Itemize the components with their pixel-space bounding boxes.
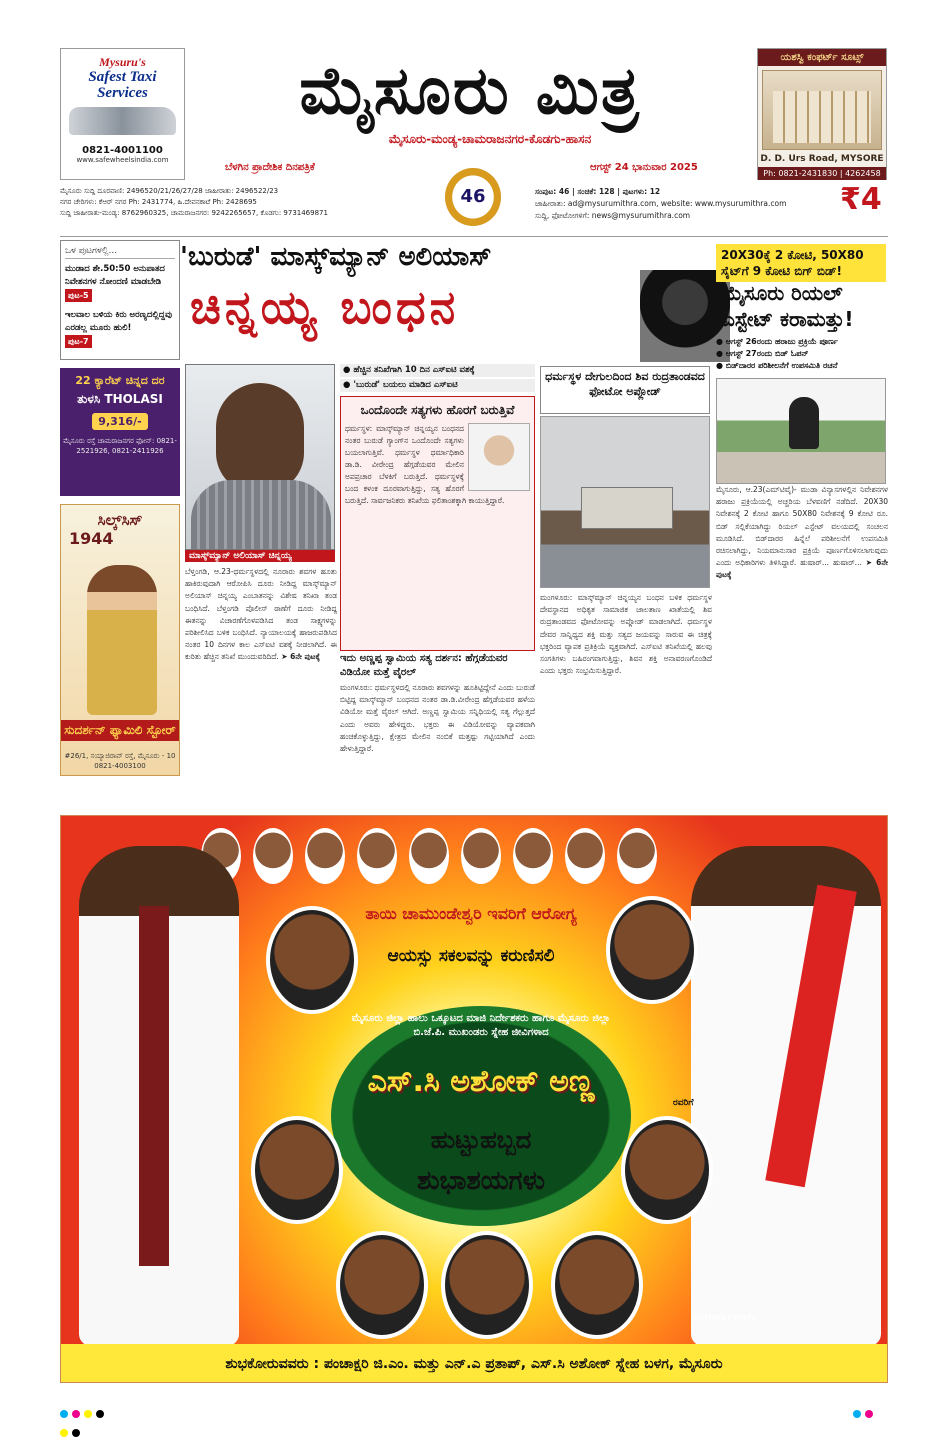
statue-photo xyxy=(716,378,886,484)
man-in-white-right xyxy=(691,846,881,1346)
taxi-ad-line2: Safest Taxi xyxy=(88,69,157,85)
gold-rate-tag: 9,316/- xyxy=(92,413,147,430)
lead-bullets xyxy=(340,364,535,394)
issue-info: ಸಂಪುಟ: 46 | ಸಂಚಿಕೆ: 128 | ಪುಟಗಳು: 12 xyxy=(535,187,661,196)
news-email-line: ಸುದ್ದಿ, ಫೋಟೋಗಳಿಗೆ: news@mysurumithra.com xyxy=(535,211,691,220)
inside-item[interactable] xyxy=(65,309,175,349)
lead-body: ಬೆಳ್ತಂಗಡಿ, ಆ.23-ಧರ್ಮಸ್ಥಳದಲ್ಲಿ ನೂರಾರು ಶವಗಳ ಹೂತು ಹಾಕಿರುವುದಾಗಿ ಆರೋಪಿಸಿ ದೂರು ನೀಡಿದ್ದ ಮಾಸ್ಕ್‌ಮ್ಯಾನ್ ಅಲಿಯಾಸ್ ಚಿನ್ನಯ್ಯ ಎಂಬಾತನನ್ನು ವಿಶೇಷ ತನಿಖಾ ತಂಡ ಬಂಧಿಸಿದೆ. ಬೆಳ್ತಂಗಡಿ ಪೊಲೀಸ್ ಠಾಣೆಗೆ ದೂರು ನೀಡಿದ್ದ ಈತನನ್ನು ವಿಚಾರಣೆಗೊಳಪಡಿಸಿದ ತಂಡ ಸಾಕ್ಷ್ಯಗಳನ್ನು ಪರಿಶೀಲಿಸಿದ ಬಳಿಕ ಬಂಧಿಸಿದೆ. ನ್ಯಾಯಾಲಯಕ್ಕೆ ಹಾಜರುಪಡಿಸಿದ ನಂತರ 10 ದಿನಗಳ ಕಾಲ ಎಸ್‌ಐಟಿ ವಶಕ್ಕೆ ನೀಡಲಾಗಿದೆ. ಈ ಕುರಿತು ಹೆಚ್ಚಿನ ತನಿಖೆ ಮುಂದುವರಿದಿದೆ. ➤ 6ನೇ ಪುಟಕ್ಕೆ xyxy=(185,567,337,662)
anniversary-number: 46 xyxy=(460,186,486,207)
inside-item-page: ಪುಟ-7 xyxy=(65,335,92,348)
saree-model-image xyxy=(87,565,157,715)
realestate-bullet: ● ಬಿಡ್‌ದಾರರ ಪರಿಶೀಲನೆಗೆ ಉಪಸಮಿತಿ ರಚನೆ xyxy=(716,361,838,370)
taxi-ad-phone: 0821-4001100 xyxy=(82,145,163,156)
inside-item-text: ಇಲವಾಲ ಬಳಿಯ ಕಿರು ಅರಣ್ಯದಲ್ಲಿದ್ದವು ಎರಡಲ್ಲ ಮೂರು ಹುಲಿ! xyxy=(65,310,172,333)
contact-info-right xyxy=(535,186,825,222)
gold-ad-brand: ತುಳಸಿ THOLASI xyxy=(77,392,163,406)
contact-info-left xyxy=(60,186,435,219)
printer-logo: VISMAYA PRINTS xyxy=(691,1314,757,1322)
ad-designation: ಮೈಸೂರು ಜಿಲ್ಲಾ ಹಾಲು ಒಕ್ಕೂಟದ ಮಾಜಿ ನಿರ್ದೇಶಕರು ಹಾಗೂ ಮೈಸೂರು ಜಿಲ್ಲಾ ಬಿ.ಜೆ.ಪಿ. ಮುಖಂಡರು ಸ್ನೇಹ ಜೀವಿಗಳಾದ xyxy=(351,1013,611,1038)
portrait-face xyxy=(606,896,698,1004)
temple-story-body: ಮಂಗಳೂರು: ಮಾಸ್ಕ್‌ಮ್ಯಾನ್ ಚಿನ್ನಯ್ಯನ ಬಂಧನ ಬಳಿಕ ಧರ್ಮಸ್ಥಳ ದೇವಸ್ಥಾನದ ಅಧಿಕೃತ ಸಾಮಾಜಿಕ ಜಾಲತಾಣ ಖಾತೆಯಲ್ಲಿ ಶಿವ ರುದ್ರತಾಂಡವದ ಫೋಟೋವನ್ನು ಅಪ್ಲೋಡ್ ಮಾಡಲಾಗಿದೆ. ಧರ್ಮಸ್ಥಳ ದೇವರ ಸಾನ್ನಿಧ್ಯದ ಶಕ್ತಿ ಮತ್ತು ಸತ್ಯದ ಜಯವನ್ನು ಸಾರುವ ಈ ಚಿತ್ರಕ್ಕೆ ಭಕ್ತರಿಂದ ವ್ಯಾಪಕ ಪ್ರತಿಕ್ರಿಯೆ ವ್ಯಕ್ತವಾಗಿದೆ. ಎಸ್‌ಐಟಿ ತನಿಖೆಯಲ್ಲಿ ಹಲವು ಸಂಗತಿಗಳು ಬಹಿರಂಗವಾಗುತ್ತಿದ್ದು, ಶಿವನ ಶಕ್ತಿ ಅನಾವರಣಗೊಂಡಿದೆ ಎಂದು ಭಕ್ತರು ಸಂಭ್ರಮಿಸುತ್ತಿದ್ದಾರೆ. xyxy=(540,593,712,676)
lead-bullet: ● 'ಬುರುಡೆ' ಬಯಲು ಮಾಡಿದ ಎಸ್‌ಐಟಿ xyxy=(340,379,535,392)
lead-headline[interactable]: ಚಿನ್ನಯ್ಯ ಬಂಧನ xyxy=(190,280,460,334)
realestate-body: ಮೈಸೂರು, ಆ.23(ಎಮ್‌ಟಿವೈ)- ಮುಡಾ ವಿನ್ಯಾಸಗಳಲ್ಲಿನ ನಿವೇಶನಗಳ ಹರಾಜು ಪ್ರಕ್ರಿಯೆಯಲ್ಲಿ ಅಚ್ಚರಿಯ ಬೆಳವಣಿಗೆ ನಡೆದಿದೆ. 20X30 ನಿವೇಶನಕ್ಕೆ 2 ಕೋಟಿ ಹಾಗೂ 50X80 ನಿವೇಶನಕ್ಕೆ 9 ಕೋಟಿ ರೂ. ಬಿಡ್ ಸಲ್ಲಿಕೆಯಾಗಿದ್ದು ರಿಯಲ್ ಎಸ್ಟೇಟ್ ವಲಯದಲ್ಲಿ ಸಂಚಲನ ಮೂಡಿಸಿದೆ. ಬಿಡ್‌ದಾರರ ಹಿನ್ನೆಲೆ ಪರಿಶೀಲನೆಗೆ ಉಪಸಮಿತಿ ರಚಿಸಲಾಗಿದ್ದು, ನಿಯಮಾನುಸಾರ ಪ್ರಕ್ರಿಯೆ ಪೂರ್ಣಗೊಳಿಸಲಾಗುವುದು ಎಂದು ಅಧಿಕಾರಿಗಳು ತಿಳಿಸಿದ್ದಾರೆ. ಹುಷಾರ್... ಹುಷಾರ್... ➤ 6ನೇ ಪುಟಕ್ಕೆ xyxy=(716,485,888,580)
silk-ad-title: ಸಿಲ್ಕ್‌ಸಿಸ್ xyxy=(97,511,143,529)
continued-link[interactable]: ➤ 6ನೇ ಪುಟಕ್ಕೆ xyxy=(716,558,888,580)
gold-rate-advert[interactable] xyxy=(60,368,180,496)
masthead-divider xyxy=(60,236,888,237)
news-contacts-line: ಸುದ್ದಿ ಜಾಹೀರಾತು-ಮಂಡ್ಯ: 8762960325, ಚಾಮರಾಜನಗರ: 9242265657, ಕೊಡಗು: 9731469871 xyxy=(60,209,328,217)
masthead-tagline: ಬೆಳಗಿನ ಪ್ರಾದೇಶಿಕ ದಿನಪತ್ರಿಕೆ xyxy=(225,162,315,173)
silk-ad-year: 1944 xyxy=(69,529,114,548)
temple-photo xyxy=(540,416,710,588)
taxi-ad-line1: Mysuru's xyxy=(99,55,146,69)
registration-marks xyxy=(60,1403,888,1413)
hotel-advert[interactable] xyxy=(757,48,887,180)
truth-box-title[interactable]: ಒಂದೊಂದೇ ಸತ್ಯಗಳು ಹೊರಗೆ ಬರುತ್ತಿವೆ xyxy=(360,403,515,417)
realestate-kicker: 20X30ಕ್ಕೆ 2 ಕೋಟಿ, 50X80 ಸೈಟ್‌ಗೆ 9 ಕೋಟಿ ಬಿಗ್ ಬಿಡ್! xyxy=(716,244,886,282)
lead-bullet: ● ಹೆಚ್ಚಿನ ತನಿಖೆಗಾಗಿ 10 ದಿನ ಎಸ್‌ಐಟಿ ವಶಕ್ಕೆ xyxy=(340,364,535,377)
birthday-advert[interactable] xyxy=(60,815,888,1383)
inside-item-page: ಪುಟ-5 xyxy=(65,289,92,302)
temple-story-title[interactable]: ಧರ್ಮಸ್ಥಳ ದೇಗುಲದಿಂದ ಶಿವ ರುದ್ರತಾಂಡವದ ಫೋಟೋ ಅಪ್ಲೋಡ್ xyxy=(540,366,710,414)
email-line: ಜಾಹೀರಾತು: ad@mysurumithra.com, website: www.mysurumithra.com xyxy=(535,199,787,208)
hotel-ad-name: ಯಶಸ್ವಿ ಕಂಫರ್ಟ್ ಸೂಟ್ಸ್ xyxy=(758,49,886,66)
leaders-row xyxy=(201,828,681,898)
ad-wish-line2: ಶುಭಾಶಯಗಳು xyxy=(417,1166,545,1196)
ad-honoree-name: ಎಸ್.ಸಿ ಅಶೋಕ್ ಅಣ್ಣ xyxy=(367,1064,595,1099)
masthead-subtitle: ಮೈಸೂರು-ಮಂಡ್ಯ-ಚಾಮರಾಜನಗರ-ಕೊಡಗು-ಹಾಸನ xyxy=(388,132,592,146)
truth-box xyxy=(340,396,535,651)
realestate-bullets xyxy=(716,336,886,372)
inside-pages-box xyxy=(60,240,180,360)
ad-blessing-line1: ತಾಯಿ ಚಾಮುಂಡೇಶ್ವರಿ ಇವರಿಗೆ ಆರೋಗ್ಯ xyxy=(365,904,577,923)
cover-price: ₹4 xyxy=(840,182,882,217)
portrait-face xyxy=(266,906,358,1014)
inside-item[interactable] xyxy=(65,263,175,303)
portrait-face xyxy=(251,1116,343,1224)
heggade-photo xyxy=(468,423,530,491)
car-icon xyxy=(69,107,176,135)
taxi-ad-website: www.safewheelsindia.com xyxy=(76,156,169,164)
hotel-building-image xyxy=(762,70,882,150)
hotel-ad-phone: Ph: 0821-2431830 | 4262458 xyxy=(758,167,886,180)
gold-ad-title: 22 ಕ್ಯಾರೆಟ್ ಚಿನ್ನದ ದರ xyxy=(75,374,165,387)
video-story-body: ಮಂಗಳೂರು: ಧರ್ಮಸ್ಥಳದಲ್ಲಿ ನೂರಾರು ಶವಗಳನ್ನು ಹೂತಿಟ್ಟಿದ್ದೇನೆ ಎಂದು ಬುರುಡೆ ಬಿಟ್ಟಿದ್ದ ಮಾಸ್ಕ್‌ಮ್ಯಾನ್ ಬಂಧನದ ನಂತರ ಡಾ.ಡಿ.ವೀರೇಂದ್ರ ಹೆಗ್ಗಡೆಯವರ ಹಳೆಯ ವಿಡಿಯೋ ಮತ್ತೆ ವೈರಲ್ ಆಗಿದೆ. ಅಣ್ಣಪ್ಪ ಸ್ವಾಮಿಯ ಸನ್ನಿಧಿಯಲ್ಲಿ ಸತ್ಯ ಗೆಲ್ಲುತ್ತದೆ ಎಂದು ಅವರು ಹೇಳಿದ್ದರು. ಭಕ್ತರು ಈ ವಿಡಿಯೋವನ್ನು ವ್ಯಾಪಕವಾಗಿ ಹಂಚಿಕೊಳ್ಳುತ್ತಿದ್ದು, ಕ್ಷೇತ್ರದ ಮೇಲಿನ ನಂಬಿಕೆ ಮತ್ತಷ್ಟು ಗಟ್ಟಿಯಾಗಿದೆ ಎಂದು ಹೇಳುತ್ತಿದ್ದಾರೆ. xyxy=(340,683,535,754)
man-in-white-left xyxy=(79,846,239,1346)
lead-kicker: 'ಬುರುಡೆ' ಮಾಸ್ಕ್‌ಮ್ಯಾನ್ ಅಲಿಯಾಸ್ xyxy=(180,242,492,272)
silk-ad-contact xyxy=(61,751,179,771)
realestate-bullet: ● ಆಗಸ್ಟ್ 27ರಂದು ಬಿಡ್ ಓಪನ್ xyxy=(716,349,809,358)
newspaper-logo[interactable]: ಮೈಸೂರು ಮಿತ್ರ xyxy=(299,51,641,129)
truth-box-body: ಧರ್ಮಸ್ಥಳ: ಮಾಸ್ಕ್‌ಮ್ಯಾನ್ ಚಿನ್ನಯ್ಯನ ಬಂಧನದ ನಂತರ ಬುರುಡೆ ಗ್ಯಾಂಗ್‌ನ ಒಂದೊಂದೇ ಸತ್ಯಗಳು ಬಯಲಾಗುತ್ತಿವೆ. ಧರ್ಮಸ್ಥಳ ಧರ್ಮಾಧಿಕಾರಿ ಡಾ.ಡಿ. ವೀರೇಂದ್ರ ಹೆಗ್ಗಡೆಯವರ ಮೇಲಿನ ಅಪಪ್ರಚಾರ ಬೆಳಕಿಗೆ ಬರುತ್ತಿದೆ. ಧರ್ಮಸ್ಥಳಕ್ಕೆ ಬಂದ ಕಳಂಕ ದೂರವಾಗುತ್ತಿದ್ದು, ಸತ್ಯ ಹೊರಗೆ ಬರುತ್ತಿದೆ. ಸಾರ್ವಜನಿಕರು ತನಿಖೆಯ ಫಲಿತಾಂಶಕ್ಕಾಗಿ ಕಾಯುತ್ತಿದ್ದಾರೆ. xyxy=(345,424,505,505)
phones-line: ಮೈಸೂರು ಸುದ್ದಿ ದೂರವಾಣಿ: 2496520/21/26/27/28 ಜಾಹೀರಾತು: 2496522/23 xyxy=(60,187,279,195)
portrait-face xyxy=(551,1231,643,1339)
hotel-ad-address: D. D. Urs Road, MYSORE xyxy=(760,154,884,164)
ad-blessing-line2: ಆಯಸ್ಸು ಸಕಲವನ್ನು ಕರುಣಿಸಲಿ xyxy=(387,946,555,966)
anniversary-badge xyxy=(445,168,501,226)
portrait-face xyxy=(441,1231,533,1339)
gold-ad-address: ಮೈಸೂರು ರಸ್ತೆ ಚಾಮರಾಜನಗರ ಫೋನ್: 0821-2521926, 0821-2411926 xyxy=(63,437,177,455)
portrait-face xyxy=(336,1231,428,1339)
accused-portrait xyxy=(185,364,335,550)
silk-ad-address: #26/1, ಸಯ್ಯಾಜಿರಾವ್ ರಸ್ತೆ, ಮೈಸೂರು - 10 xyxy=(64,752,176,760)
taxi-advert[interactable] xyxy=(60,48,185,180)
taxi-ad-line3: Services xyxy=(97,85,148,101)
issue-date: ಆಗಸ್ಟ್ 24 ಭಾನುವಾರ 2025 xyxy=(590,162,698,173)
silk-ad-brand: ಸುದರ್ಶನ್ ಫ್ಯಾಮಿಲಿ ಸ್ಟೋರ್ xyxy=(61,720,179,741)
realestate-bullet: ● ಆಗಸ್ಟ್ 26ರಂದು ಹರಾಜು ಪ್ರಕ್ರಿಯೆ ಪೂರ್ಣ xyxy=(716,337,838,346)
continued-link[interactable]: ➤ 6ನೇ ಪುಟಕ್ಕೆ xyxy=(281,652,320,662)
ad-wish-line1: ಹುಟ್ಟುಹಬ್ಬದ xyxy=(430,1126,532,1154)
silk-ad-phone: 0821-4003100 xyxy=(94,762,146,770)
portrait-face xyxy=(621,1116,713,1224)
silk-saree-advert[interactable] xyxy=(60,504,180,776)
ad-honoree-suffix: ರವರಿಗೆ xyxy=(673,1098,694,1108)
inside-pages-header: ಒಳ ಪುಟಗಳಲ್ಲಿ... xyxy=(65,245,175,259)
realestate-headline[interactable]: ಮೈಸೂರು ರಿಯಲ್ ಎಸ್ಟೇಟ್ ಕರಾಮತ್ತು! xyxy=(722,281,854,331)
video-story-title[interactable]: ಇದು ಅಣ್ಣಪ್ಪ ಸ್ವಾಮಿಯ ಸತ್ಯ ದರ್ಶನ: ಹೆಗ್ಗಡೆಯವರ ವಿಡಿಯೋ ಮತ್ತೆ ವೈರಲ್ xyxy=(340,653,508,678)
inside-item-text: ಮುಡಾದ ಶೇ.50:50 ಅನುಪಾತದ ನಿವೇಶನಗಳ ನೋಂದಣಿ ಮಾಡಬೇಡಿ xyxy=(65,264,165,287)
offices-line: ನಗರ ಚೇರಿಗಳು: ಕೆಆರ್ ನಗರ Ph: 2431774, ಹಿ.ದೇವನಕಾಟೆ Ph: 2428695 xyxy=(60,198,257,206)
ad-greeters: ಶುಭಕೋರುವವರು : ಪಂಚಾಕ್ಷರಿ ಜಿ.ಎಂ. ಮತ್ತು ಎನ್.ಎ ಪ್ರತಾಪ್, ಎಸ್.ಸಿ ಅಶೋಕ್ ಸ್ನೇಹ ಬಳಗ, ಮೈಸೂರು xyxy=(225,1356,723,1372)
left-column xyxy=(60,240,180,776)
portrait-caption: ಮಾಸ್ಕ್‌ಮ್ಯಾನ್ ಅಲಿಯಾಸ್ ಚಿನ್ನಯ್ಯ xyxy=(185,550,335,562)
